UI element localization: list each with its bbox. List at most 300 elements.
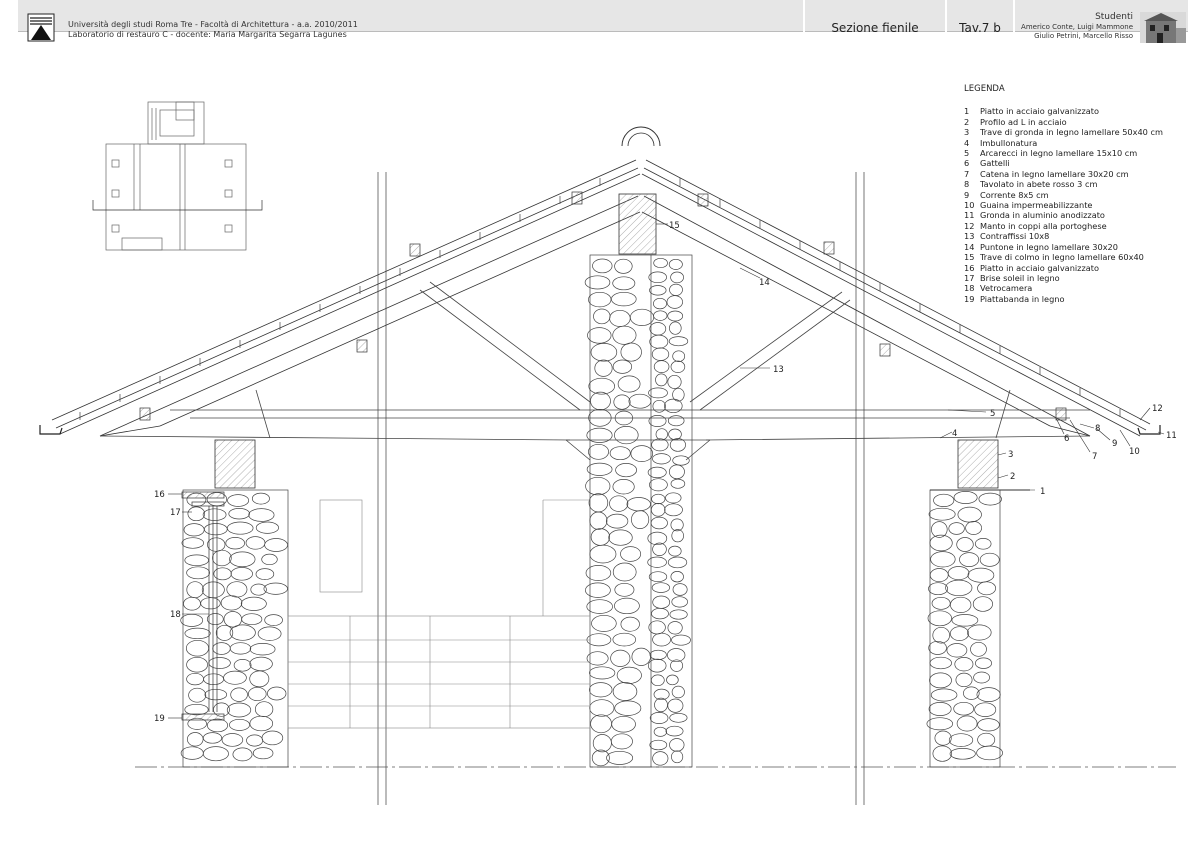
stone-shape bbox=[616, 463, 637, 476]
eaves-beam-right bbox=[958, 440, 998, 488]
callout-6: 6 bbox=[1064, 434, 1070, 444]
stone-shape bbox=[224, 671, 247, 684]
stone-shape bbox=[204, 674, 224, 685]
stone-shape bbox=[610, 310, 631, 326]
eaves-beam-left bbox=[215, 440, 255, 488]
callout-2: 2 bbox=[1010, 472, 1016, 482]
stone-shape bbox=[668, 311, 683, 321]
callout-3: 3 bbox=[1008, 450, 1014, 460]
stone-shape bbox=[249, 509, 274, 522]
stone-shape bbox=[656, 374, 668, 386]
stone-shape bbox=[188, 507, 205, 521]
legend-item-text: Tavolato in abete rosso 3 cm bbox=[980, 179, 1098, 190]
legend-item-text: Catena in legno lamellare 30x20 cm bbox=[980, 168, 1129, 179]
stone-shape bbox=[931, 689, 957, 701]
stone-shape bbox=[187, 567, 210, 579]
stone-shape bbox=[669, 546, 682, 556]
stone-shape bbox=[652, 348, 669, 361]
stone-shape bbox=[956, 673, 972, 687]
stone-shape bbox=[949, 523, 965, 535]
stone-shape bbox=[672, 530, 684, 542]
stone-shape bbox=[213, 550, 232, 566]
stone-shape bbox=[229, 508, 250, 519]
stone-shape bbox=[655, 698, 668, 712]
stone-shape bbox=[954, 702, 974, 715]
stone-shape bbox=[652, 494, 665, 504]
stone-shape bbox=[204, 524, 227, 535]
stone-shape bbox=[931, 552, 956, 567]
stone-shape bbox=[673, 584, 687, 596]
stone-shape bbox=[606, 514, 628, 528]
stone-shape bbox=[670, 439, 685, 452]
legend-item-number: 6 bbox=[964, 158, 970, 169]
stone-shape bbox=[227, 582, 247, 597]
stone-shape bbox=[653, 752, 668, 766]
stone-shape bbox=[650, 712, 668, 723]
stone-shape bbox=[621, 547, 641, 562]
stone-shape bbox=[186, 640, 208, 656]
legend-item-number: 8 bbox=[964, 179, 970, 190]
legend-item-text: Vetrocamera bbox=[980, 283, 1033, 294]
stone-shape bbox=[246, 537, 265, 550]
legend-item-number: 9 bbox=[964, 189, 970, 200]
stone-shape bbox=[666, 493, 682, 503]
callout-10: 10 bbox=[1129, 447, 1140, 457]
legend-item-text: Imbullonatura bbox=[980, 137, 1038, 148]
legend-item-number: 13 bbox=[964, 231, 975, 242]
callout-1: 1 bbox=[1040, 487, 1046, 497]
students-line-1: Americo Conte, Luigi Mammone bbox=[1021, 23, 1133, 31]
stone-shape bbox=[595, 360, 612, 376]
legend-item-number: 14 bbox=[964, 241, 975, 252]
stone-shape bbox=[207, 614, 223, 625]
stone-shape bbox=[189, 688, 206, 702]
stone-shape bbox=[966, 521, 982, 534]
stone-shape bbox=[613, 633, 636, 646]
stone-shape bbox=[670, 739, 685, 752]
stone-shape bbox=[651, 503, 665, 516]
stone-shape bbox=[669, 429, 682, 440]
stone-shape bbox=[614, 426, 638, 443]
stone-shape bbox=[609, 530, 633, 545]
stone-shape bbox=[187, 582, 204, 598]
stone-shape bbox=[952, 615, 978, 627]
stone-shape bbox=[614, 598, 639, 614]
stone-shape bbox=[591, 715, 612, 733]
stone-shape bbox=[653, 454, 671, 464]
stone-shape bbox=[184, 597, 201, 610]
stone-shape bbox=[653, 298, 666, 309]
stone-shape bbox=[958, 507, 982, 522]
stone-shape bbox=[978, 582, 996, 595]
stone-shape bbox=[653, 633, 671, 646]
stone-shape bbox=[651, 517, 667, 529]
sheet-title: Sezione fienile bbox=[831, 20, 919, 35]
stone-shape bbox=[930, 569, 948, 582]
stone-shape bbox=[654, 727, 667, 736]
ridge-beam bbox=[619, 194, 656, 254]
stone-shape bbox=[973, 597, 992, 612]
stone-shape bbox=[950, 627, 968, 641]
stone-shape bbox=[650, 650, 666, 659]
callout-9: 9 bbox=[1112, 439, 1118, 449]
stone-shape bbox=[977, 688, 1000, 702]
stone-shape bbox=[591, 529, 610, 546]
stone-shape bbox=[233, 748, 252, 761]
stone-shape bbox=[979, 493, 1002, 505]
stone-shape bbox=[975, 538, 991, 549]
stone-shape bbox=[587, 463, 612, 475]
stone-shape bbox=[978, 719, 1000, 731]
stone-shape bbox=[593, 735, 611, 752]
stone-shape bbox=[949, 734, 973, 747]
stone-shape bbox=[617, 667, 641, 683]
stone-shape bbox=[650, 323, 666, 336]
stone-shape bbox=[968, 568, 994, 582]
stone-shape bbox=[250, 716, 273, 731]
legend-item-number: 17 bbox=[964, 272, 975, 283]
stone-shape bbox=[649, 572, 667, 582]
stone-shape bbox=[649, 272, 667, 283]
stone-shape bbox=[201, 598, 221, 609]
ridge-tile-icon bbox=[622, 127, 660, 146]
stone-shape bbox=[648, 557, 667, 567]
stone-shape bbox=[587, 600, 613, 614]
callout-8: 8 bbox=[1095, 424, 1101, 434]
callout-5: 5 bbox=[990, 409, 996, 419]
stone-shape bbox=[671, 361, 685, 373]
stone-shape bbox=[588, 292, 611, 307]
stone-shape bbox=[980, 553, 999, 566]
grid-lines bbox=[135, 172, 1176, 805]
legend-item-text: Contraffissi 10x8 bbox=[980, 231, 1050, 242]
stone-shape bbox=[267, 687, 286, 700]
stone-shape bbox=[591, 392, 611, 410]
stone-shape bbox=[203, 733, 221, 744]
legend-item-number: 3 bbox=[964, 127, 970, 138]
stone-shape bbox=[231, 567, 253, 580]
stone-shape bbox=[222, 734, 243, 747]
stone-shape bbox=[207, 538, 225, 552]
stone-shape bbox=[934, 494, 954, 506]
stone-shape bbox=[255, 702, 273, 717]
key-plan bbox=[93, 102, 262, 250]
stone-shape bbox=[231, 688, 248, 702]
legend-item-number: 19 bbox=[964, 293, 975, 304]
stone-shape bbox=[656, 429, 668, 440]
stone-shape bbox=[649, 479, 667, 491]
stone-shape bbox=[610, 496, 628, 512]
stone-shape bbox=[612, 716, 636, 732]
stone-shape bbox=[262, 554, 278, 565]
stone-shape bbox=[928, 611, 952, 626]
legend-item-number: 11 bbox=[964, 210, 975, 221]
stone-shape bbox=[209, 658, 231, 669]
stone-shape bbox=[653, 400, 666, 412]
stone-shape bbox=[265, 539, 288, 552]
stone-shape bbox=[673, 351, 685, 362]
stone-shape bbox=[185, 704, 208, 715]
stone-shape bbox=[611, 650, 630, 666]
stone-shape bbox=[241, 597, 266, 610]
stone-shape bbox=[610, 447, 630, 460]
stone-shape bbox=[621, 617, 640, 631]
institution-line-1: Università degli studi Roma Tre - Facoltà di Architettura - a.a. 2010/2011 bbox=[68, 20, 358, 29]
legend-item-number: 2 bbox=[964, 116, 970, 127]
stone-shape bbox=[978, 733, 995, 746]
stone-wall-left bbox=[181, 490, 288, 767]
sheet-number: Tav.7 b bbox=[959, 20, 1001, 35]
stone-shape bbox=[929, 641, 947, 654]
stone-shape bbox=[631, 446, 653, 462]
callout-13: 13 bbox=[773, 365, 784, 375]
stone-shape bbox=[954, 491, 977, 503]
stone-shape bbox=[975, 658, 991, 669]
stone-shape bbox=[253, 748, 273, 759]
stone-shape bbox=[671, 519, 683, 531]
callout-18: 18 bbox=[170, 610, 181, 620]
stone-shape bbox=[256, 522, 278, 533]
stone-shape bbox=[977, 746, 1003, 760]
legend-item-text: Arcarecci in legno lamellare 15x10 cm bbox=[980, 148, 1138, 159]
stone-shape bbox=[230, 552, 256, 567]
stone-shape bbox=[184, 524, 204, 536]
stone-shape bbox=[250, 657, 273, 671]
stone-shape bbox=[627, 498, 651, 511]
legend-item-number: 18 bbox=[964, 283, 975, 294]
window-left bbox=[182, 492, 224, 720]
stone-shape bbox=[614, 395, 630, 409]
legend-title: LEGENDA bbox=[964, 84, 1005, 94]
stone-shape bbox=[654, 361, 669, 373]
stone-shape bbox=[227, 522, 253, 534]
legend-item-text: Trave di gronda in legno lamellare 50x40 cm bbox=[980, 127, 1163, 138]
stone-shape bbox=[974, 672, 990, 683]
stone-shape bbox=[221, 596, 242, 610]
stone-shape bbox=[650, 286, 667, 296]
stone-shape bbox=[181, 747, 203, 760]
legend-item-text: Trave di colmo in legno lamellare 60x40 bbox=[980, 252, 1144, 263]
legend-item-text: Corrente 8x5 cm bbox=[980, 189, 1049, 200]
stone-shape bbox=[590, 700, 614, 717]
stone-shape bbox=[594, 309, 611, 324]
stone-shape bbox=[932, 597, 950, 609]
stone-shape bbox=[929, 702, 951, 715]
stone-shape bbox=[671, 571, 684, 582]
legend-item-text: Piatto in acciaio galvanizzato bbox=[980, 262, 1099, 273]
stone-shape bbox=[613, 479, 634, 494]
legend-item-number: 15 bbox=[964, 252, 975, 263]
callout-16: 16 bbox=[154, 490, 165, 500]
stone-shape bbox=[664, 399, 682, 413]
stone-shape bbox=[230, 643, 251, 654]
stone-shape bbox=[203, 747, 228, 761]
stone-pillar-center bbox=[585, 255, 692, 767]
stone-shape bbox=[672, 597, 688, 607]
callout-14: 14 bbox=[759, 278, 770, 288]
stone-shape bbox=[668, 699, 683, 712]
stone-shape bbox=[671, 272, 684, 283]
stone-shape bbox=[248, 687, 266, 700]
legend-item-text: Puntone in legno lamellare 30x20 bbox=[980, 241, 1118, 252]
stone-shape bbox=[226, 537, 245, 549]
stone-shape bbox=[613, 326, 636, 344]
stone-shape bbox=[621, 343, 642, 361]
stone-shape bbox=[670, 284, 683, 295]
callout-11: 11 bbox=[1166, 431, 1177, 441]
stone-shape bbox=[650, 335, 668, 348]
stone-shape bbox=[185, 628, 210, 639]
stone-shape bbox=[615, 583, 634, 596]
background-elevation bbox=[288, 500, 590, 728]
stone-shape bbox=[589, 378, 615, 394]
students-line-2: Giulio Petrini, Marcello Risso bbox=[1034, 32, 1133, 40]
stone-shape bbox=[667, 296, 683, 309]
stone-shape bbox=[234, 659, 251, 671]
stone-shape bbox=[947, 644, 967, 658]
stone-shape bbox=[935, 731, 951, 745]
stone-shape bbox=[213, 643, 231, 655]
stone-shape bbox=[950, 748, 975, 759]
purlins bbox=[140, 189, 1066, 420]
stone-shape bbox=[203, 509, 226, 521]
stone-shape bbox=[632, 648, 651, 665]
stone-shape bbox=[591, 343, 617, 361]
stone-shape bbox=[946, 580, 972, 596]
stone-shape bbox=[258, 627, 281, 641]
stone-shape bbox=[957, 716, 977, 731]
stone-shape bbox=[955, 657, 973, 671]
callout-17: 17 bbox=[170, 508, 181, 518]
stone-shape bbox=[669, 465, 684, 479]
legend-item-number: 16 bbox=[964, 262, 975, 273]
stone-shape bbox=[250, 643, 275, 655]
institution-line-2: Laboratorio di restauro C - docente: Maria Margarita Segarra Lagunes bbox=[68, 30, 347, 39]
stone-shape bbox=[654, 311, 667, 321]
stone-shape bbox=[929, 583, 948, 595]
stone-shape bbox=[613, 563, 636, 581]
stone-shape bbox=[960, 553, 979, 567]
stone-shape bbox=[611, 734, 632, 749]
stone-shape bbox=[654, 258, 668, 267]
stone-shape bbox=[618, 376, 640, 392]
stone-shape bbox=[207, 719, 227, 732]
stone-shape bbox=[670, 610, 687, 619]
legend-item-text: Gronda in aluminio anodizzato bbox=[980, 210, 1105, 221]
stone-shape bbox=[967, 625, 991, 640]
stone-shape bbox=[666, 726, 683, 736]
legend-item-text: Profilo ad L in acciaio bbox=[980, 116, 1067, 127]
stone-shape bbox=[264, 583, 288, 594]
stone-shape bbox=[585, 583, 610, 598]
legend-item-number: 4 bbox=[964, 137, 970, 148]
stone-shape bbox=[588, 328, 612, 344]
legend-item-text: Piatto in acciaio galvanizzato bbox=[980, 106, 1099, 117]
stone-shape bbox=[933, 746, 952, 761]
stone-shape bbox=[649, 415, 666, 426]
stone-shape bbox=[252, 493, 269, 504]
stone-shape bbox=[585, 276, 610, 289]
stone-shape bbox=[182, 538, 204, 549]
stone-shape bbox=[671, 751, 682, 763]
legend-item-number: 5 bbox=[964, 148, 970, 159]
stone-shape bbox=[665, 504, 683, 516]
callout-4: 4 bbox=[952, 429, 958, 439]
stone-shape bbox=[589, 494, 608, 512]
legend-item-text: Gattelli bbox=[980, 158, 1010, 169]
stone-shape bbox=[651, 675, 664, 686]
stone-shape bbox=[586, 477, 610, 495]
stone-shape bbox=[589, 667, 615, 679]
stone-shape bbox=[668, 416, 684, 426]
legend-item-text: Guaina impermeabilizzante bbox=[980, 200, 1093, 211]
stone-shape bbox=[648, 532, 667, 545]
stone-shape bbox=[652, 608, 669, 619]
stone-shape bbox=[592, 615, 617, 631]
callout-12: 12 bbox=[1152, 404, 1163, 414]
stone-shape bbox=[224, 612, 242, 628]
callout-labels bbox=[154, 221, 1177, 724]
stone-shape bbox=[971, 642, 987, 656]
stone-shape bbox=[611, 292, 636, 306]
stone-shape bbox=[242, 614, 262, 625]
stone-shape bbox=[187, 657, 208, 672]
stone-shape bbox=[671, 479, 685, 488]
stone-shape bbox=[668, 622, 682, 635]
stone-shape bbox=[948, 567, 969, 580]
stone-shape bbox=[652, 583, 670, 593]
stone-shape bbox=[262, 731, 283, 745]
stone-shape bbox=[230, 625, 255, 640]
stone-shape bbox=[607, 751, 633, 764]
stone-shape bbox=[929, 508, 955, 520]
students-label: Studenti bbox=[1095, 12, 1133, 22]
stone-shape bbox=[227, 703, 251, 717]
legend-item-number: 10 bbox=[964, 200, 975, 211]
stone-shape bbox=[669, 322, 681, 334]
callout-7: 7 bbox=[1092, 452, 1098, 462]
stone-shape bbox=[588, 444, 608, 459]
stone-shape bbox=[930, 657, 952, 669]
stone-shape bbox=[613, 277, 635, 290]
stone-shape bbox=[247, 735, 263, 746]
stone-shape bbox=[975, 703, 996, 717]
stone-shape bbox=[957, 538, 974, 552]
stone-shape bbox=[653, 596, 670, 608]
stone-shape bbox=[590, 512, 607, 529]
stone-shape bbox=[668, 557, 687, 568]
stone-shape bbox=[670, 713, 687, 722]
stone-wall-right bbox=[927, 490, 1003, 767]
stone-shape bbox=[930, 673, 952, 688]
legend-item-number: 7 bbox=[964, 168, 970, 179]
legend-item-text: Manto in coppi alla portoghese bbox=[980, 220, 1107, 231]
roof-left bbox=[40, 160, 640, 436]
stone-shape bbox=[265, 615, 283, 626]
stone-shape bbox=[933, 627, 950, 643]
stone-shape bbox=[927, 718, 953, 730]
stone-shape bbox=[187, 733, 203, 747]
stone-shape bbox=[650, 740, 667, 750]
roof-right bbox=[642, 160, 1160, 436]
stone-shape bbox=[631, 511, 648, 529]
stone-shape bbox=[205, 689, 227, 700]
stone-shape bbox=[673, 456, 690, 465]
stone-shape bbox=[250, 671, 269, 687]
stone-shape bbox=[672, 635, 691, 645]
stone-shape bbox=[652, 439, 669, 451]
legend-item-number: 12 bbox=[964, 220, 975, 231]
